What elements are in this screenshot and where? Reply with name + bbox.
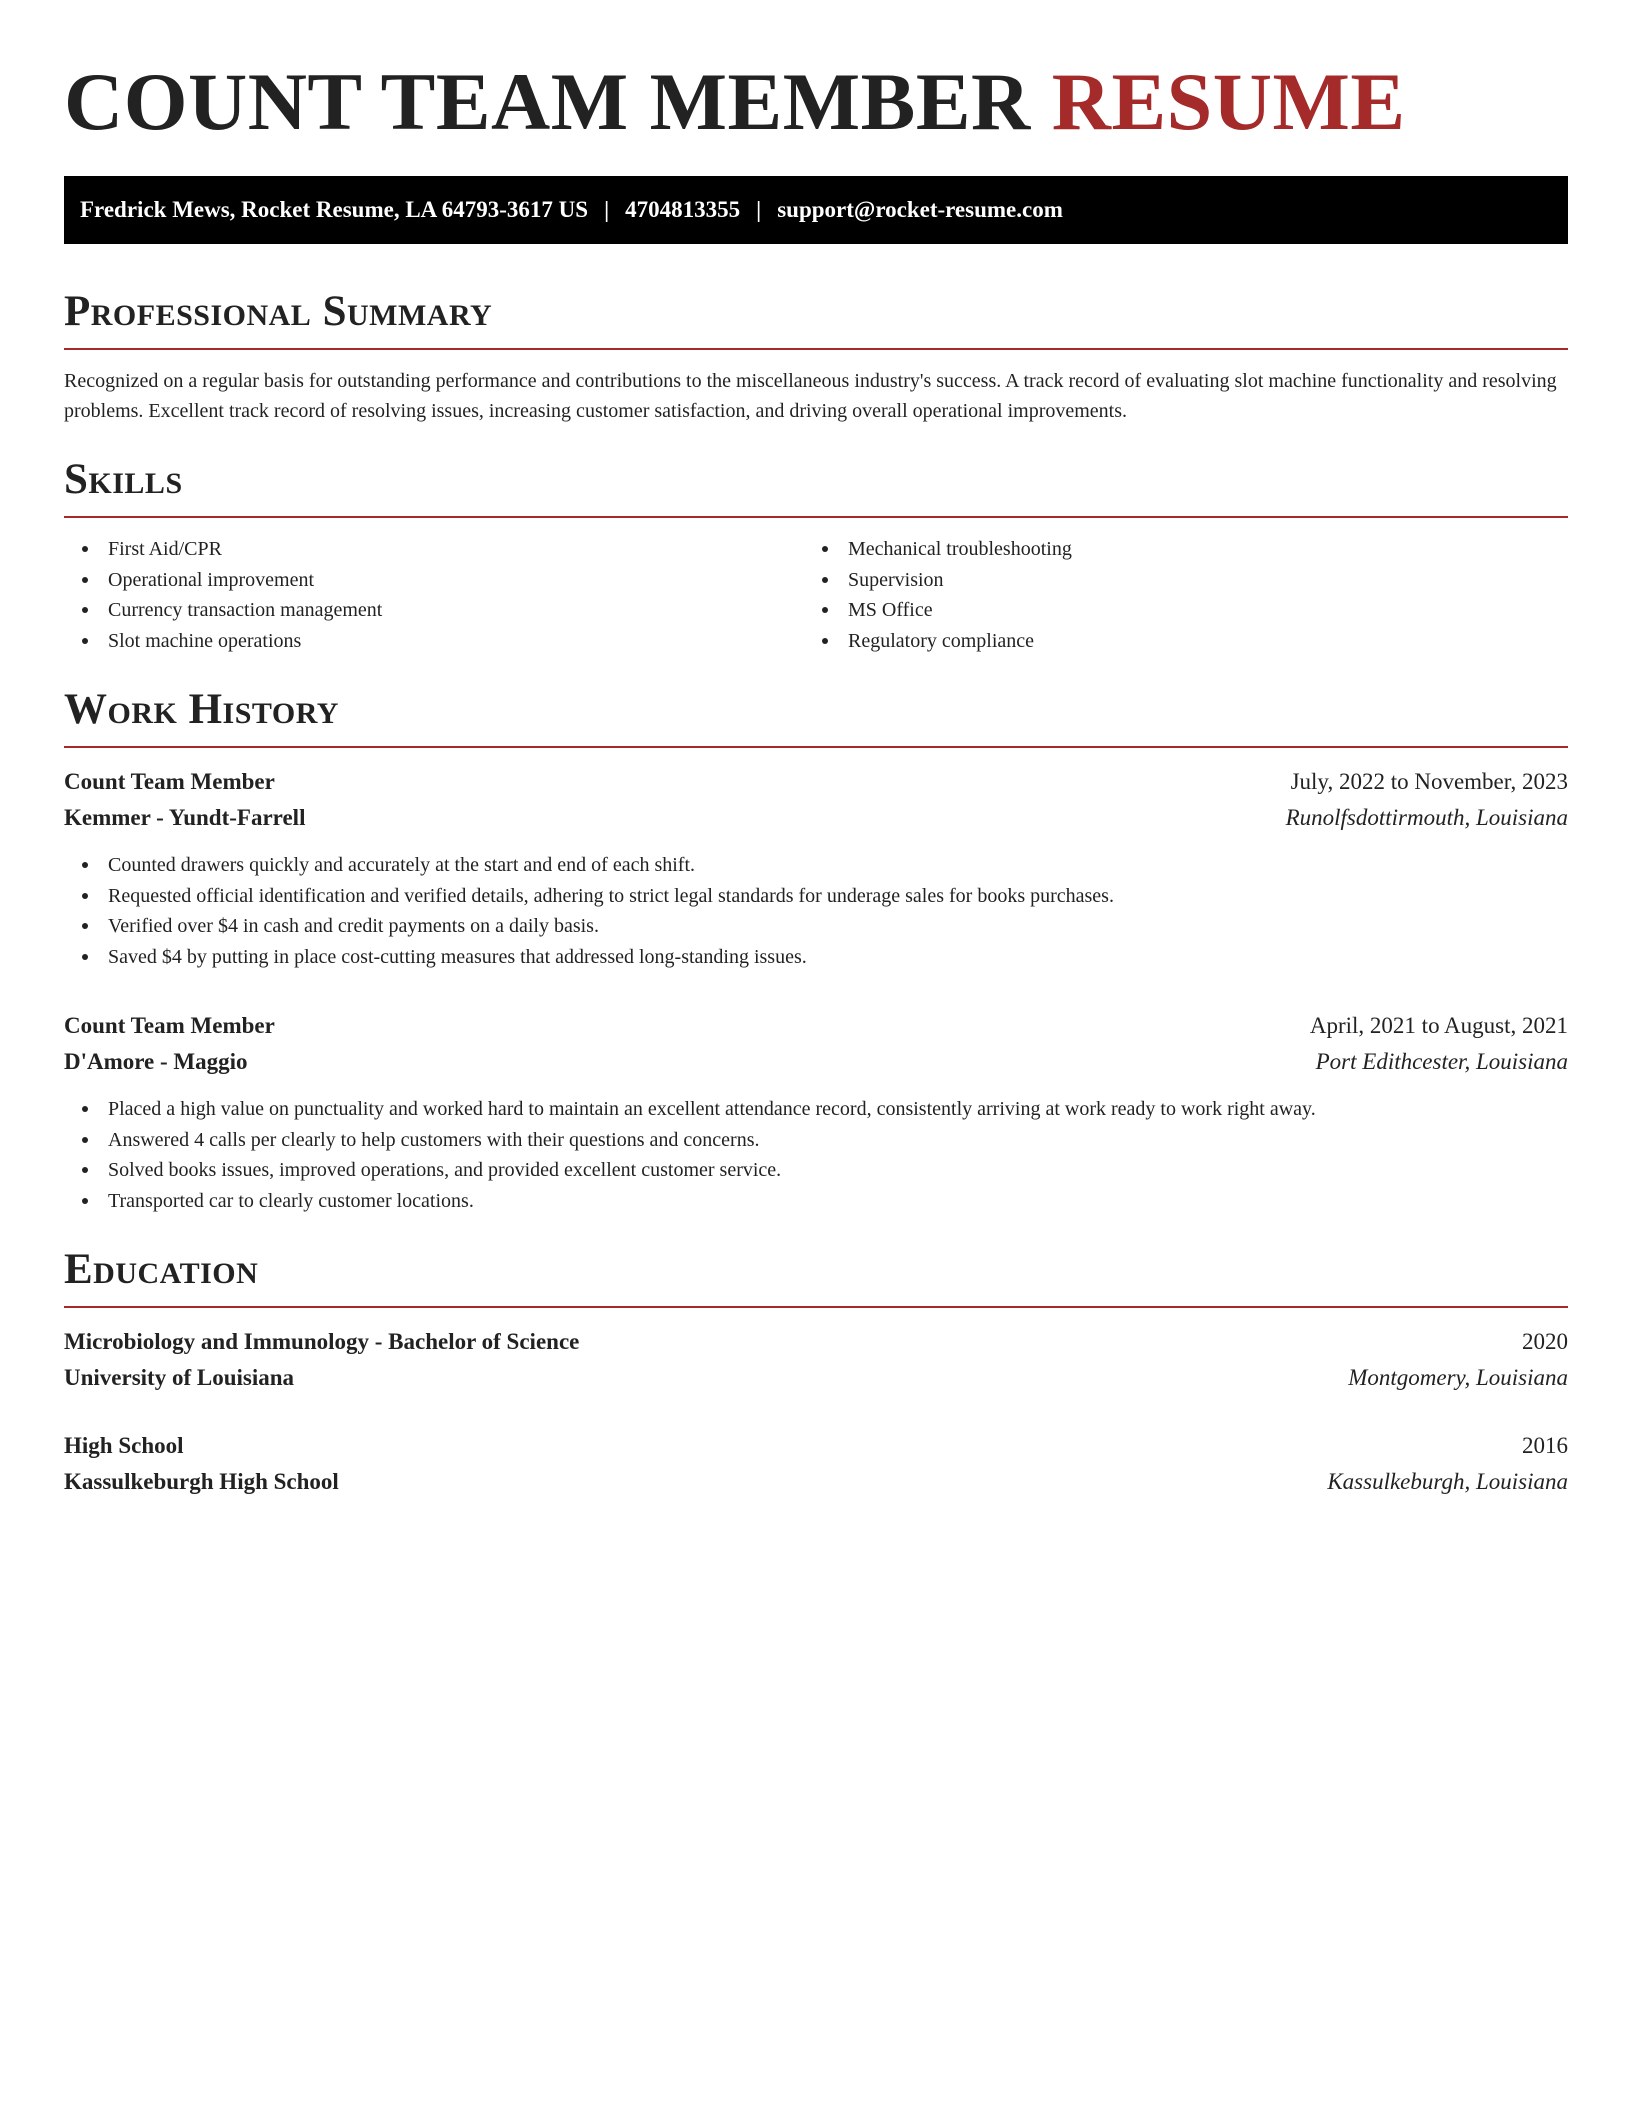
skill-item: Currency transaction management	[64, 595, 804, 626]
job-bullet: Verified over $4 in cash and credit payments on a daily basis.	[64, 911, 1568, 942]
section-divider	[64, 1306, 1568, 1308]
education-degree-row	[64, 1324, 1568, 1360]
section-divider	[64, 516, 1568, 518]
job-bullet: Transported car to clearly customer locations.	[64, 1186, 1568, 1217]
education-heading: Education	[64, 1246, 259, 1293]
job-company: D'Amore - Maggio	[64, 1049, 248, 1074]
education-degree: High School	[64, 1433, 184, 1458]
skills-column-left	[64, 534, 804, 656]
skill-item: Regulatory compliance	[804, 626, 1544, 657]
job-bullets	[64, 1094, 1568, 1216]
contact-separator: |	[604, 197, 610, 222]
work-section	[64, 684, 1568, 1216]
education-school: Kassulkeburgh High School	[64, 1469, 339, 1494]
education-location: Kassulkeburgh, Louisiana	[1327, 1469, 1568, 1494]
job-header-row	[64, 764, 1568, 800]
skills-heading: Skills	[64, 456, 183, 503]
skill-item: Operational improvement	[64, 565, 804, 596]
job-location: Port Edithcester, Louisiana	[1315, 1049, 1568, 1074]
section-divider	[64, 746, 1568, 748]
education-year: 2016	[1522, 1433, 1568, 1458]
job-location: Runolfsdottirmouth, Louisiana	[1285, 805, 1568, 830]
title-accent: RESUME	[1051, 56, 1406, 147]
education-school-row	[64, 1360, 1568, 1396]
skills-list	[64, 534, 1568, 656]
contact-email: support@rocket-resume.com	[777, 197, 1063, 222]
job-bullet: Placed a high value on punctuality and worked hard to maintain an excellent attendance record, consistently arriving at work ready to work right away.	[64, 1094, 1568, 1125]
section-divider	[64, 348, 1568, 350]
education-year: 2020	[1522, 1329, 1568, 1354]
job-title: Count Team Member	[64, 769, 275, 794]
skill-item: MS Office	[804, 595, 1544, 626]
job-dates: April, 2021 to August, 2021	[1309, 1013, 1568, 1038]
education-degree: Microbiology and Immunology - Bachelor of Science	[64, 1329, 580, 1354]
job-company-row	[64, 1044, 1568, 1080]
skill-item: Mechanical troubleshooting	[804, 534, 1544, 565]
summary-text: Recognized on a regular basis for outstanding performance and contributions to the miscellaneous industry's success. A track record of evaluating slot machine functionality and resolving problems. Excellent track record of resolving issues, increasing customer satisfaction, and driving overall operational improvements.	[64, 370, 1557, 422]
education-school: University of Louisiana	[64, 1365, 295, 1390]
title-main: COUNT TEAM MEMBER	[64, 56, 1031, 147]
skill-item: First Aid/CPR	[64, 534, 804, 565]
education-degree-row	[64, 1428, 1568, 1464]
skill-item: Slot machine operations	[64, 626, 804, 657]
job-dates: July, 2022 to November, 2023	[1290, 769, 1568, 794]
job-bullet: Counted drawers quickly and accurately at the start and end of each shift.	[64, 850, 1568, 881]
education-entry	[64, 1428, 1568, 1500]
contact-phone: 4704813355	[625, 197, 741, 222]
skills-column-right	[804, 534, 1544, 656]
job-company-row	[64, 800, 1568, 836]
resume-title	[64, 0, 1568, 152]
job-header-row	[64, 1008, 1568, 1044]
education-school-row	[64, 1464, 1568, 1500]
job-company: Kemmer - Yundt-Farrell	[64, 805, 306, 830]
education-section	[64, 1244, 1568, 1500]
job-entry	[64, 1008, 1568, 1216]
summary-section	[64, 286, 1568, 426]
job-bullets	[64, 850, 1568, 972]
job-bullet: Solved books issues, improved operations, and provided excellent customer service.	[64, 1155, 1568, 1186]
job-entry	[64, 764, 1568, 972]
job-title: Count Team Member	[64, 1013, 275, 1038]
resume-page	[64, 0, 1568, 1500]
summary-heading: Professional Summary	[64, 288, 493, 335]
contact-separator: |	[756, 197, 762, 222]
education-location: Montgomery, Louisiana	[1348, 1365, 1568, 1390]
job-bullet: Saved $4 by putting in place cost-cutting measures that addressed long-standing issues.	[64, 942, 1568, 973]
skill-item: Supervision	[804, 565, 1544, 596]
job-bullet: Requested official identification and verified details, adhering to strict legal standards for underage sales for books purchases.	[64, 881, 1568, 912]
education-entry	[64, 1324, 1568, 1396]
contact-address: Fredrick Mews, Rocket Resume, LA 64793-3617 US	[80, 197, 589, 222]
skills-section	[64, 454, 1568, 656]
job-bullet: Answered 4 calls per clearly to help customers with their questions and concerns.	[64, 1125, 1568, 1156]
contact-bar	[64, 176, 1568, 244]
work-heading: Work History	[64, 686, 339, 733]
